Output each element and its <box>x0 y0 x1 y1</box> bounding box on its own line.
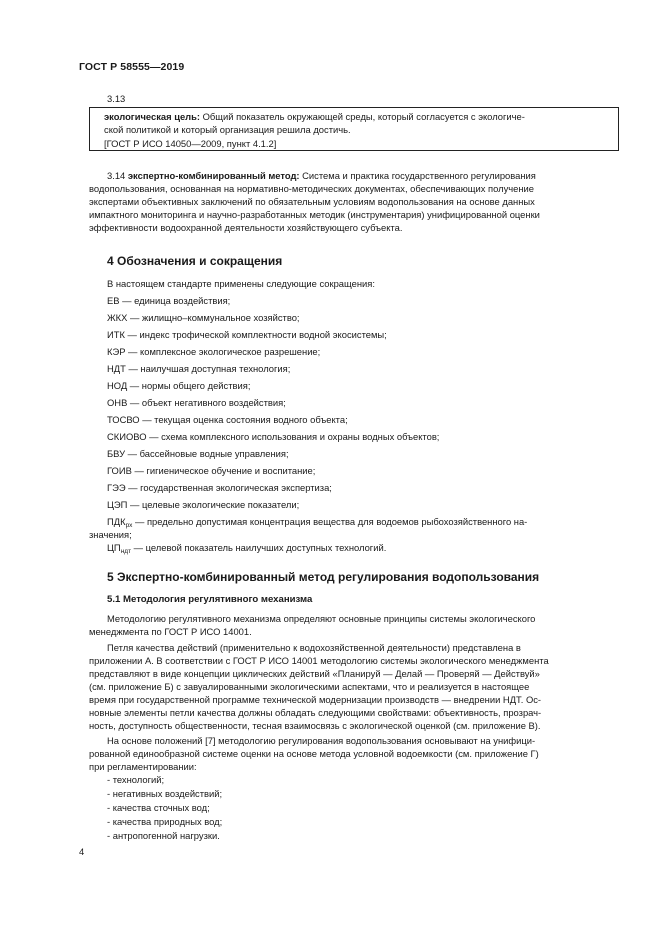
abbreviation-pdk-text: — предельно допустимая концентрация вещества для водоемов рыбохозяйственного на- <box>132 516 528 527</box>
abbreviation-pdk-continuation: значения; <box>89 529 132 540</box>
bullet-item: - качества сточных вод; <box>107 802 210 813</box>
term-definition-line-2: ской политикой и который организация решила достичь. <box>104 124 351 135</box>
abbreviation-item: ИТК — индекс трофической комплектности водной экосистемы; <box>107 329 387 340</box>
term-3-14-text: Система и практика государственного регулирования <box>299 170 536 181</box>
term-name: экологическая цель: <box>104 111 201 122</box>
abbreviation-item: ТОСВО — текущая оценка состояния водного объекта; <box>107 414 348 425</box>
section-4-intro: В настоящем стандарте применены следующие сокращения: <box>107 278 375 289</box>
bullet-item: - антропогенной нагрузки. <box>107 830 220 841</box>
bullet-item: - качества природных вод; <box>107 816 223 827</box>
paragraph-line: новные элементы петли качества должны обладать следующими свойствами: объективность, прозрач- <box>89 707 542 718</box>
paragraph-line: при регламентировании: <box>89 761 197 772</box>
term-definition-box <box>89 107 619 151</box>
term-3-14-line-2: водопользования, основанная на нормативно-методических документах, обеспечивающих получение <box>89 183 534 194</box>
term-number-3-13: 3.13 <box>107 93 126 104</box>
document-code-header: ГОСТ Р 58555—2019 <box>79 61 185 73</box>
paragraph-line: Методологию регулятивного механизма определяют основные принципы системы экологического <box>107 613 536 624</box>
term-definition-text: Общий показатель окружающей среды, который согласуется с экологиче- <box>200 111 525 122</box>
abbreviation-item: КЭР — комплексное экологическое разрешение; <box>107 346 321 357</box>
bullet-item: - негативных воздействий; <box>107 788 223 799</box>
abbreviation-cp-text: — целевой показатель наилучших доступных технологий. <box>131 542 387 553</box>
abbreviation-item: БВУ — бассейновые водные управления; <box>107 448 289 459</box>
page-number: 4 <box>79 846 85 857</box>
term-name-3-14: экспертно-комбинированный метод: <box>127 170 300 181</box>
subsection-5-1-heading: 5.1 Методология регулятивного механизма <box>107 594 313 605</box>
section-5-heading: 5 Экспертно-комбинированный метод регулирования водопользования <box>107 570 540 584</box>
paragraph-line: представляют в виде концепции циклических действий «Планируй — Делай — Проверяй — Действуй» <box>89 668 540 679</box>
abbreviation-item: ЦЭП — целевые экологические показатели; <box>107 499 300 510</box>
paragraph-line: (см. приложение Б) с завуалированными экологическими аспектами, что и реализуется в настоящее <box>89 681 530 692</box>
abbreviation-item: ГОИВ — гигиеническое обучение и воспитание; <box>107 465 316 476</box>
abbreviation-item-cp <box>107 541 386 558</box>
abbreviation-item: ОНВ — объект негативного воздействия; <box>107 397 286 408</box>
abbreviation-cp: ЦП <box>107 542 121 553</box>
abbreviation-item: НОД — нормы общего действия; <box>107 380 251 391</box>
section-4-heading: 4 Обозначения и сокращения <box>107 254 283 268</box>
term-definition-line-1 <box>104 110 525 123</box>
term-source-reference: [ГОСТ Р ИСО 14050—2009, пункт 4.1.2] <box>104 138 277 149</box>
term-3-14-line-4: импактного мониторинга и научно-разработанных методик (инструментария) унифицированной оценки <box>89 209 540 220</box>
abbreviation-item: НДТ — наилучшая доступная технология; <box>107 363 291 374</box>
abbreviation-cp-subscript: ндт <box>120 548 132 555</box>
term-number-3-14: 3.14 <box>107 170 126 181</box>
term-3-14-line-5: эффективности водоохранной деятельности хозяйствующего субъекта. <box>89 222 403 233</box>
term-3-14-line-1 <box>107 169 536 182</box>
paragraph-line: приложении А. В соответствии с ГОСТ Р ИСО 14001 методологию системы экологического менеджмента <box>89 655 549 666</box>
paragraph-line: На основе положений [7] методологию регулирования водопользования основывают на унифици- <box>107 735 536 746</box>
term-3-14-line-3: экспертами объективных заключений по обязательным условиям водопользования на основе данных <box>89 196 535 207</box>
paragraph-line: время при государственной программе технической модернизации производств — внедрении НДТ. Ос- <box>89 694 542 705</box>
abbreviation-item: ГЭЭ — государственная экологическая экспертиза; <box>107 482 332 493</box>
paragraph-line: менеджмента по ГОСТ Р ИСО 14001. <box>89 626 252 637</box>
paragraph-line: рованной единообразной системе оценки на основе метода условной водоемкости (см. приложение Г) <box>89 748 539 759</box>
abbreviation-item: ЕВ — единица воздействия; <box>107 295 231 306</box>
abbreviation-item-pdk <box>107 515 527 532</box>
bullet-item: - технологий; <box>107 774 165 785</box>
abbreviation-item: ЖКХ — жилищно–коммунальное хозяйство; <box>107 312 300 323</box>
paragraph-line: Петля качества действий (применительно к водохозяйственной деятельности) представлена в <box>107 642 521 653</box>
abbreviation-item: СКИОВО — схема комплексного использования и охраны водных объектов; <box>107 431 440 442</box>
abbreviation-pdk-subscript: рх <box>125 522 133 529</box>
abbreviation-pdk: ПДК <box>107 516 126 527</box>
paragraph-line: ность, доступность общественности, тесная взаимосвязь с экологической оценкой (см. приложение В). <box>89 720 541 731</box>
